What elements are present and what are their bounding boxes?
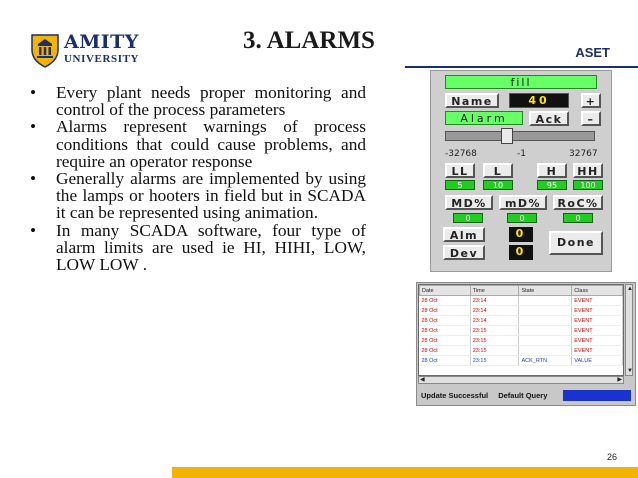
scroll-left-icon[interactable]: ◀ [420, 377, 425, 383]
value-slider[interactable] [445, 131, 595, 141]
horizontal-scrollbar[interactable] [418, 376, 624, 384]
state-cell [519, 326, 572, 336]
scale-mid: -1 [517, 149, 526, 159]
page-number: 26 [607, 452, 618, 462]
class-cell: EVENT [572, 316, 623, 326]
state-cell [519, 316, 572, 326]
alarm-log-table [418, 284, 624, 376]
query-progress-bar [563, 390, 631, 401]
dev-button[interactable]: Dev [443, 245, 485, 260]
done-button[interactable]: Done [549, 231, 603, 255]
class-cell: EVENT [572, 326, 623, 336]
scroll-down-icon[interactable]: ▼ [627, 368, 633, 374]
scroll-right-icon[interactable]: ▶ [617, 377, 622, 383]
value-display: 40 [509, 93, 569, 108]
hh-limit-value: 100 [573, 180, 603, 190]
vertical-scrollbar[interactable] [625, 284, 633, 376]
shield-icon [30, 32, 60, 68]
l-limit-button[interactable]: L [483, 163, 513, 178]
scroll-up-icon[interactable]: ▲ [627, 286, 633, 292]
date-cell: 28 Oct [420, 356, 471, 366]
name-button[interactable]: Name [445, 93, 499, 108]
state-cell [519, 346, 572, 356]
footer-bar [172, 467, 638, 478]
scale-max: 32767 [569, 149, 598, 159]
table-header-row [420, 286, 623, 296]
date-cell: 28 Oct [420, 316, 471, 326]
bullet-list [28, 84, 366, 273]
time-cell: 23:14 [470, 306, 519, 316]
bullet-item: • Every plant needs proper monitoring and control of the process parameters [28, 84, 366, 118]
date-cell: 28 Oct [420, 306, 471, 316]
column-header-class[interactable]: Class [572, 286, 623, 296]
ack-button[interactable]: Ack [529, 111, 569, 126]
query-text: Default Query [498, 391, 548, 400]
class-cell: EVENT [572, 346, 623, 356]
ll-limit-button[interactable]: LL [445, 163, 475, 178]
alm-button[interactable]: Alm [443, 227, 485, 242]
date-cell: 28 Oct [420, 326, 471, 336]
logo-subtitle: UNIVERSITY [64, 53, 140, 65]
md-percent-button[interactable]: MD% [445, 195, 493, 210]
column-header-date[interactable]: Date [420, 286, 471, 296]
time-cell: 23:15 [470, 346, 519, 356]
tag-name-display: fill [445, 75, 597, 89]
date-cell: 28 Oct [420, 346, 471, 356]
h-limit-value: 95 [537, 180, 567, 190]
md-lower-percent-value: 0 [507, 213, 537, 223]
roc-percent-value: 0 [563, 213, 593, 223]
class-cell: EVENT [572, 306, 623, 316]
column-header-state[interactable]: State [519, 286, 572, 296]
state-cell [519, 296, 572, 306]
table-row[interactable] [420, 296, 623, 306]
alarm-indicator: Alarm [445, 111, 523, 125]
state-cell [519, 336, 572, 346]
dev-value: 0 [509, 245, 533, 260]
md-percent-value: 0 [453, 213, 483, 223]
alarm-faceplate [430, 70, 612, 272]
bullet-item: • Alarms represent warnings of process conditions that could cause problems, and require an operator response [28, 118, 366, 170]
date-cell: 28 Oct [420, 296, 471, 306]
decrement-button[interactable]: – [581, 111, 601, 126]
time-cell: 23:15 [470, 336, 519, 346]
bullet-item: • Generally alarms are implemented by using the lamps or hooters in field but in SCADA it can be represented using animation. [28, 170, 366, 222]
l-limit-value: 10 [483, 180, 513, 190]
alarm-log [416, 282, 636, 406]
column-header-time[interactable]: Time [470, 286, 519, 296]
slider-thumb[interactable] [501, 128, 513, 144]
date-cell: 28 Oct [420, 336, 471, 346]
header-rule [405, 66, 638, 68]
table-row[interactable] [420, 326, 623, 336]
h-limit-button[interactable]: H [537, 163, 567, 178]
table-row[interactable] [420, 306, 623, 316]
logo-name: AMITY [64, 31, 139, 53]
amity-logo [30, 30, 142, 70]
alm-value: 0 [509, 227, 533, 242]
state-cell [519, 306, 572, 316]
slide-title: 3. ALARMS [243, 27, 375, 54]
scale-min: -32768 [445, 149, 477, 159]
ll-limit-value: 5 [445, 180, 475, 190]
hh-limit-button[interactable]: HH [573, 163, 603, 178]
table-row[interactable] [420, 356, 623, 366]
time-cell: 23:15 [470, 356, 519, 366]
bullet-item: • In many SCADA software, four type of alarm limits are used ie HI, HIHI, LOW, LOW LOW . [28, 222, 366, 274]
time-cell: 23:15 [470, 326, 519, 336]
table-row[interactable] [420, 316, 623, 326]
aset-tag: ASET [575, 45, 610, 60]
md-lower-percent-button[interactable]: mD% [499, 195, 547, 210]
increment-button[interactable]: + [581, 93, 601, 108]
state-cell: ACK_RTN [519, 356, 572, 366]
time-cell: 23:14 [470, 316, 519, 326]
class-cell: EVENT [572, 336, 623, 346]
time-cell: 23:14 [470, 296, 519, 306]
roc-percent-button[interactable]: RoC% [553, 195, 603, 210]
class-cell: VALUE [572, 356, 623, 366]
table-row[interactable] [420, 336, 623, 346]
table-row[interactable] [420, 346, 623, 356]
class-cell: EVENT [572, 296, 623, 306]
status-text: Update Successful [421, 391, 489, 400]
